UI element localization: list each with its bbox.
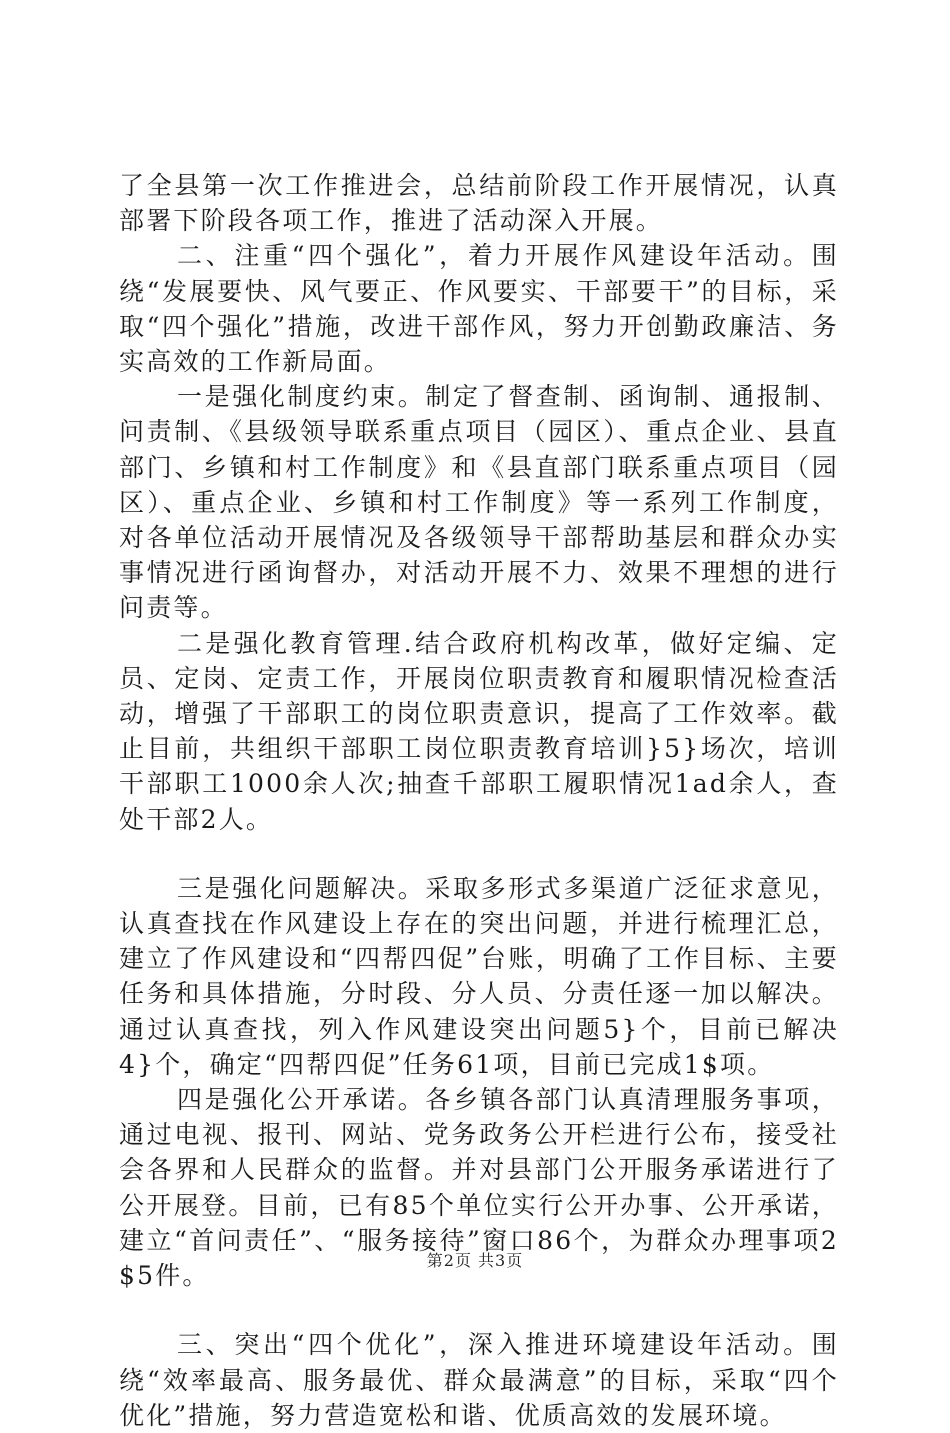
paragraph-1: 了全县第一次工作推进会，总结前阶段工作开展情况，认真部署下阶段各项工作，推进了活动深入开展。	[119, 171, 839, 236]
page-footer: 第2页 共3页	[426, 1251, 524, 1270]
paragraph-3: 一是强化制度约束。制定了督查制、函询制、通报制、问责制、《县级领导联系重点项目（园区）、重点企业、县直部门、乡镇和村工作制度》和《县直部门联系重点项目（园区）、重点企业、乡镇和村工作制度》等一系列工作制度，对各单位活动开展情况及各级领导干部帮助基层和群众办实事情况进行函询督办，对活动开展不力、效果不理想的进行问责等。	[119, 382, 839, 623]
paragraph-gap	[119, 1293, 839, 1327]
document-body	[119, 168, 839, 1433]
paragraph-gap	[119, 837, 839, 871]
paragraph-2: 二、注重“四个强化”，着力开展作风建设年活动。围绕“发展要快、风气要正、作风要实、干部要干”的目标，采取“四个强化”措施，改进干部作风，努力开创勤政廉洁、务实高效的工作新局面。	[119, 241, 839, 377]
paragraph-5: 三是强化问题解决。采取多形式多渠道广泛征求意见，认真查找在作风建设上存在的突出问题，并进行梳理汇总，建立了作风建设和“四帮四促”台账，明确了工作目标、主要任务和具体措施，分时段、分人员、分责任逐一加以解决。通过认真查找，列入作风建设突出问题5}个，目前已解决4}个，确定“四帮四促”任务61项，目前已完成1$项。	[119, 873, 839, 1079]
paragraph-7: 三、突出“四个优化”，深入推进环境建设年活动。围绕“效率最高、服务最优、群众最满意”的目标，采取“四个优化”措施，努力营造宽松和谐、优质高效的发展环境。	[119, 1330, 839, 1430]
paragraph-4: 二是强化教育管理.结合政府机构改革，做好定编、定员、定岗、定责工作，开展岗位职责教育和履职情况检查活动，增强了干部职工的岗位职责意识，提高了工作效率。截止目前，共组织干部职工岗位职责教育培训}5}场次，培训干部职工1000余人次;抽查千部职工履职情况1ad余人，查处干部2人。	[119, 628, 839, 834]
paragraph-6: 四是强化公开承诺。各乡镇各部门认真清理服务事项，通过电视、报刊、网站、党务政务公开栏进行公布，接受社会各界和人民群众的监督。并对县部门公开服务承诺进行了公开展登。目前，已有85个单位实行公开办事、公开承诺，建立“首问责任”、“服务接待”窗口86个，为群众办理事项2$5件。	[119, 1085, 839, 1291]
